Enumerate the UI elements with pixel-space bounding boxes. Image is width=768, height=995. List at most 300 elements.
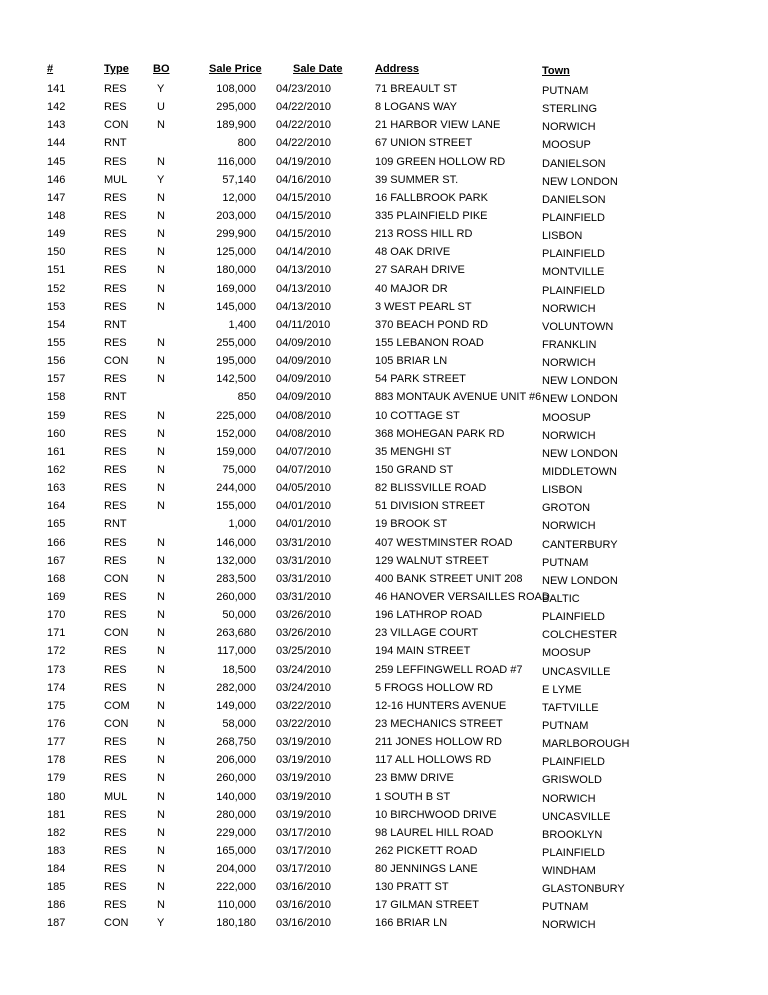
row-address: 5 FROGS HOLLOW RD [375,681,493,694]
row-bo: N [157,282,165,295]
row-town: MOOSUP [542,647,591,660]
row-town: MOOSUP [542,411,591,424]
table-row [0,753,768,771]
row-town: PUTNAM [542,85,589,97]
row-sale-date: 04/15/2010 [276,210,332,222]
table-row [0,136,768,154]
row-sale-date: 04/22/2010 [276,119,332,132]
table-row [0,82,768,100]
row-bo: N [157,572,165,585]
row-type: RNT [104,318,127,331]
row-number: 181 [47,808,66,821]
row-sale-date: 03/24/2010 [276,663,332,676]
row-sale-price: 159,000 [216,445,256,458]
row-sale-price: 110,000 [217,899,256,912]
row-town: NORWICH [542,520,596,533]
row-bo: N [157,246,165,259]
row-bo: N [157,210,165,222]
row-sale-date: 04/01/2010 [276,518,332,531]
row-number: 167 [47,554,66,567]
header-sale-date: Sale Date [293,63,343,75]
row-bo: N [157,355,165,368]
row-sale-price: 189,900 [216,119,256,132]
row-town: TAFTVILLE [542,701,599,714]
row-sale-price: 12,000 [222,191,256,204]
row-bo: N [157,772,165,785]
row-town: UNCASVILLE [542,810,611,823]
row-bo: N [157,808,165,821]
row-address: 17 GILMAN STREET [375,899,479,912]
row-sale-price: 57,140 [222,173,256,186]
row-sale-price: 203,000 [216,210,256,222]
table-row [0,626,768,644]
table-row [0,862,768,880]
row-type: RES [104,482,127,495]
row-town: LISBON [542,230,583,243]
row-number: 168 [47,572,66,585]
row-type: RES [104,881,127,894]
row-sale-price: 1,000 [228,518,256,531]
table-row [0,155,768,173]
row-town: NEW LONDON [542,175,618,188]
row-address: 54 PARK STREET [375,373,466,386]
row-number: 143 [47,119,66,132]
row-town: PUTNAM [542,901,589,914]
row-type: RES [104,210,127,222]
row-sale-price: 206,000 [216,754,256,767]
row-number: 142 [47,101,66,114]
row-sale-date: 03/19/2010 [276,808,332,821]
table-row [0,481,768,499]
row-address: 82 BLISSVILLE ROAD [375,482,487,495]
row-sale-price: 260,000 [216,772,256,785]
row-number: 184 [47,863,66,875]
row-type: RNT [104,137,127,150]
row-town: GROTON [542,502,591,515]
row-address: 117 ALL HOLLOWS RD [375,754,492,767]
row-type: RES [104,83,127,95]
row-type: RES [104,228,127,241]
row-address: 368 MOHEGAN PARK RD [375,427,505,440]
header-address: Address [375,63,420,75]
row-sale-price: 152,000 [216,427,256,440]
row-number: 187 [47,917,66,930]
row-sale-date: 04/05/2010 [276,482,332,495]
row-address: 23 VILLAGE COURT [375,627,479,640]
row-bo: N [157,663,165,676]
row-type: RES [104,409,127,422]
row-number: 159 [47,409,66,422]
row-number: 158 [47,391,66,404]
row-bo: N [157,826,165,839]
row-sale-date: 03/31/2010 [276,554,332,567]
row-sale-date: 04/09/2010 [276,337,332,349]
table-row [0,499,768,517]
row-town: DANIELSON [542,157,606,170]
row-sale-price: 108,000 [216,83,256,95]
row-town: NORWICH [542,357,596,370]
row-sale-price: 268,750 [216,736,256,748]
row-type: CON [104,355,129,368]
header-bo: BO [153,63,170,75]
row-sale-date: 04/13/2010 [276,300,332,313]
row-bo: U [157,101,165,114]
row-type: RES [104,899,127,912]
row-sale-date: 04/08/2010 [276,409,332,422]
row-sale-date: 04/08/2010 [276,427,332,440]
table-row [0,517,768,535]
row-number: 141 [47,83,66,95]
row-town: NEW LONDON [542,375,618,388]
row-number: 185 [47,881,66,894]
row-number: 165 [47,518,66,531]
row-town: PUTNAM [542,719,589,732]
row-bo: N [157,482,165,495]
row-type: RES [104,427,127,440]
row-address: 27 SARAH DRIVE [375,264,465,277]
row-type: CON [104,917,129,930]
row-type: RES [104,554,127,567]
row-town: NORWICH [542,429,596,442]
row-sale-date: 04/01/2010 [276,500,332,513]
table-row [0,898,768,916]
row-number: 186 [47,899,66,912]
row-town: WINDHAM [542,865,596,877]
row-town: GLASTONBURY [542,883,625,896]
table-row [0,916,768,934]
row-town: STERLING [542,103,598,116]
row-town: NEW LONDON [542,393,618,406]
row-number: 146 [47,173,66,186]
row-sale-price: 204,000 [216,863,256,875]
row-address: 370 BEACH POND RD [375,318,489,331]
row-address: 16 FALLBROOK PARK [375,191,488,204]
row-sale-price: 132,000 [216,554,256,567]
row-sale-price: 263,680 [216,627,256,640]
row-sale-price: 145,000 [216,300,256,313]
row-type: RES [104,337,127,349]
row-address: 48 OAK DRIVE [375,246,451,259]
row-number: 177 [47,736,66,748]
table-row [0,100,768,118]
table-row [0,209,768,227]
row-number: 154 [47,318,66,331]
row-bo: N [157,300,165,313]
row-number: 180 [47,790,66,803]
row-address: 10 COTTAGE ST [375,409,460,422]
row-bo: N [157,373,165,386]
row-sale-price: 149,000 [216,699,256,712]
row-town: GRISWOLD [542,774,602,787]
row-address: 98 LAUREL HILL ROAD [375,826,494,839]
row-bo: N [157,699,165,712]
row-bo: N [157,645,165,658]
row-sale-price: 58,000 [222,717,256,730]
row-number: 173 [47,663,66,676]
row-bo: N [157,536,165,549]
row-sale-date: 04/15/2010 [276,191,332,204]
row-address: 194 MAIN STREET [375,645,471,658]
table-row [0,699,768,717]
row-number: 156 [47,355,66,368]
row-bo: N [157,409,165,422]
row-town: E LYME [542,683,582,696]
row-type: RES [104,736,127,748]
table-row [0,282,768,300]
row-type: CON [104,119,129,132]
row-bo: N [157,500,165,513]
row-sale-date: 03/17/2010 [276,826,332,839]
row-number: 171 [47,627,66,640]
row-town: MONTVILLE [542,266,605,279]
row-sale-price: 222,000 [216,881,256,894]
table-row [0,354,768,372]
row-bo: N [157,790,165,803]
row-sale-price: 850 [237,391,256,404]
row-address: 407 WESTMINSTER ROAD [375,536,513,549]
row-address: 259 LEFFINGWELL ROAD #7 [375,663,523,676]
row-address: 883 MONTAUK AVENUE UNIT #6 [375,391,542,404]
row-type: RES [104,808,127,821]
row-sale-price: 244,000 [216,482,256,495]
row-address: 166 BRIAR LN [375,917,448,930]
row-type: RES [104,609,127,622]
row-sale-price: 229,000 [216,826,256,839]
row-type: RES [104,826,127,839]
row-type: RES [104,536,127,549]
row-sale-date: 04/16/2010 [276,173,332,186]
row-town: PLAINFIELD [542,284,605,297]
row-town: PLAINFIELD [542,248,605,261]
row-sale-date: 04/14/2010 [276,246,332,259]
row-type: RES [104,373,127,386]
row-sale-price: 280,000 [216,808,256,821]
row-bo: N [157,717,165,730]
row-sale-price: 75,000 [222,463,256,476]
header-number: # [47,63,54,75]
row-address: 129 WALNUT STREET [375,554,489,567]
row-bo: N [157,881,165,894]
row-number: 153 [47,300,66,313]
row-town: MARLBOROUGH [542,738,630,750]
row-address: 196 LATHROP ROAD [375,609,483,622]
row-number: 151 [47,264,66,277]
table-row [0,245,768,263]
row-bo: N [157,155,165,168]
row-address: 10 BIRCHWOOD DRIVE [375,808,497,821]
table-row [0,844,768,862]
row-bo: N [157,427,165,440]
row-number: 164 [47,500,66,513]
row-sale-date: 03/31/2010 [276,590,332,603]
row-address: 19 BROOK ST [375,518,448,531]
row-type: RES [104,500,127,513]
row-address: 130 PRATT ST [375,881,449,894]
row-sale-price: 125,000 [216,246,256,259]
row-bo: N [157,463,165,476]
row-number: 170 [47,609,66,622]
table-row [0,173,768,191]
row-type: MUL [104,173,128,186]
row-town: MIDDLETOWN [542,465,617,478]
table-row [0,790,768,808]
table-row [0,735,768,753]
table-row [0,409,768,427]
row-number: 183 [47,844,66,857]
row-address: 39 SUMMER ST. [375,173,459,186]
row-sale-price: 282,000 [216,681,256,694]
row-town: BALTIC [542,592,580,605]
table-row [0,554,768,572]
row-number: 162 [47,463,66,476]
row-number: 182 [47,826,66,839]
row-bo: N [157,754,165,767]
row-bo: N [157,627,165,640]
row-number: 144 [47,137,66,150]
row-number: 152 [47,282,66,295]
row-number: 178 [47,754,66,767]
row-town: DANIELSON [542,193,606,206]
table-row [0,318,768,336]
row-address: 67 UNION STREET [375,137,473,150]
row-sale-price: 1,400 [228,318,256,331]
table-row [0,427,768,445]
row-number: 169 [47,590,66,603]
row-number: 150 [47,246,66,259]
row-address: 35 MENGHI ST [375,445,452,458]
row-type: RES [104,772,127,785]
row-sale-date: 03/31/2010 [276,536,332,549]
row-address: 3 WEST PEARL ST [375,300,472,313]
row-address: 150 GRAND ST [375,463,454,476]
row-sale-date: 03/16/2010 [276,899,332,912]
row-number: 161 [47,445,66,458]
row-address: 23 MECHANICS STREET [375,717,503,730]
row-sale-price: 18,500 [222,663,256,676]
row-sale-date: 03/17/2010 [276,863,332,875]
row-address: 262 PICKETT ROAD [375,844,478,857]
row-type: RES [104,282,127,295]
row-town: LISBON [542,484,583,497]
row-sale-date: 04/09/2010 [276,355,332,368]
row-address: 109 GREEN HOLLOW RD [375,155,506,168]
table-row [0,300,768,318]
row-type: RES [104,264,127,277]
row-type: RES [104,681,127,694]
row-type: RES [104,246,127,259]
row-bo: N [157,863,165,875]
row-address: 400 BANK STREET UNIT 208 [375,572,523,585]
row-sale-date: 04/23/2010 [276,83,332,95]
row-number: 160 [47,427,66,440]
row-town: NORWICH [542,792,596,805]
row-type: MUL [104,790,128,803]
row-bo: N [157,590,165,603]
table-row [0,808,768,826]
row-town: COLCHESTER [542,629,618,642]
row-sale-date: 03/16/2010 [276,881,332,894]
row-sale-price: 180,180 [216,917,256,930]
table-row [0,390,768,408]
row-number: 175 [47,699,66,712]
row-sale-price: 146,000 [216,536,256,549]
row-sale-date: 03/24/2010 [276,681,332,694]
row-number: 172 [47,645,66,658]
row-town: MOOSUP [542,139,591,152]
row-address: 40 MAJOR DR [375,282,448,295]
row-sale-price: 800 [237,137,256,150]
row-sale-date: 03/22/2010 [276,717,332,730]
row-type: COM [104,699,130,712]
row-sale-date: 04/15/2010 [276,228,332,241]
row-address: 1 SOUTH B ST [375,790,451,803]
row-type: RES [104,445,127,458]
row-address: 12-16 HUNTERS AVENUE [375,699,507,712]
row-type: RES [104,844,127,857]
row-sale-date: 03/19/2010 [276,790,332,803]
table-row [0,463,768,481]
row-town: NORWICH [542,919,596,932]
table-row [0,681,768,699]
table-row [0,880,768,898]
row-bo: N [157,899,165,912]
row-type: CON [104,717,129,730]
table-row [0,608,768,626]
table-row [0,263,768,281]
table-row [0,572,768,590]
row-sale-date: 03/26/2010 [276,609,332,622]
header-type: Type [104,63,129,75]
table-row [0,826,768,844]
table-row [0,663,768,681]
table-row [0,644,768,662]
row-sale-date: 03/19/2010 [276,736,332,748]
row-town: PLAINFIELD [542,756,605,769]
row-type: RES [104,101,127,114]
row-sale-price: 283,500 [216,572,256,585]
header-sale-price: Sale Price [209,63,262,75]
row-sale-price: 165,000 [216,844,256,857]
table-row [0,445,768,463]
row-type: RES [104,645,127,658]
row-number: 176 [47,717,66,730]
table-row [0,227,768,245]
row-sale-price: 155,000 [216,500,256,513]
row-type: RES [104,463,127,476]
row-town: PLAINFIELD [542,846,605,859]
row-town: PUTNAM [542,556,589,569]
row-sale-date: 04/11/2010 [276,318,331,331]
row-address: 213 ROSS HILL RD [375,228,473,241]
table-row [0,771,768,789]
row-number: 145 [47,155,66,168]
row-type: RES [104,863,127,875]
row-sale-date: 04/22/2010 [276,101,332,114]
row-sale-price: 140,000 [216,790,256,803]
row-sale-date: 03/31/2010 [276,572,332,585]
row-type: CON [104,572,129,585]
table-row [0,336,768,354]
row-number: 148 [47,210,66,222]
row-town: PLAINFIELD [542,212,605,224]
row-address: 8 LOGANS WAY [375,101,457,114]
row-sale-date: 03/25/2010 [276,645,332,658]
row-town: NORWICH [542,302,596,315]
row-address: 51 DIVISION STREET [375,500,486,513]
row-town: FRANKLIN [542,339,597,351]
row-town: NEW LONDON [542,447,618,460]
row-bo: Y [157,173,165,186]
